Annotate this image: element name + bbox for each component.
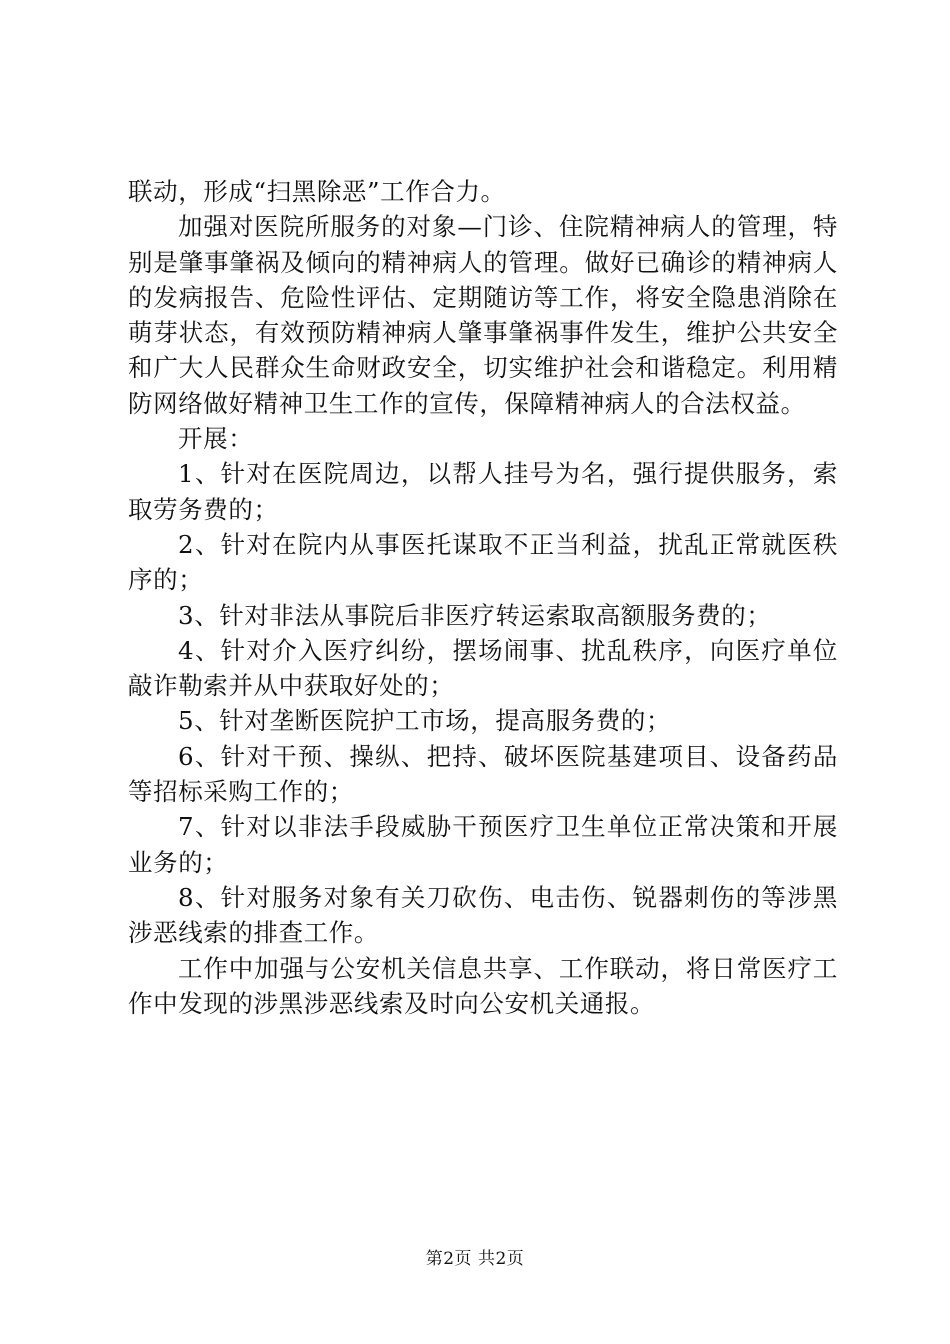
paragraph-closing: 工作中加强与公安机关信息共享、工作联动，将日常医疗工作中发现的涉黑涉恶线索及时向公安机关通报。: [128, 953, 838, 1018]
page-number-footer: 第2页 共2页: [425, 1249, 525, 1269]
list-item-6: 6、针对干预、操纵、把持、破坏医院基建项目、设备药品等招标采购工作的；: [128, 741, 838, 807]
list-item-3: 3、针对非法从事院后非医疗转运索取高额服务费的；: [178, 600, 772, 630]
document-body: [128, 174, 838, 1021]
paragraph-1: 联动，形成“扫黑除恶”工作合力。: [128, 177, 506, 206]
list-item-8: 8、针对服务对象有关刀砍伤、电击伤、锐器刺伤的等涉黑涉恶线索的排查工作。: [128, 882, 838, 948]
paragraph-kaizhan: 开展：: [178, 424, 254, 454]
list-item-4: 4、针对介入医疗纠纷，摆场闹事、扰乱秩序，向医疗单位敲诈勒索并从中获取好处的；: [128, 635, 838, 701]
list-item-5: 5、针对垄断医院护工市场，提高服务费的；: [178, 706, 672, 736]
list-item-1: 1、针对在医院周边，以帮人挂号为名，强行提供服务，索取劳务费的；: [128, 459, 838, 524]
list-item-7: 7、针对以非法手段威胁干预医疗卫生单位正常决策和开展业务的；: [128, 812, 838, 877]
list-item-2: 2、针对在院内从事医托谋取不正当利益，扰乱正常就医秩序的；: [128, 529, 838, 595]
paragraph-2: 加强对医院所服务的对象—门诊、住院精神病人的管理，特别是肇事肇祸及倾向的精神病人的管理。做好已确诊的精神病人的发病报告、危险性评估、定期随访等工作，将安全隐患消除在萌芽状态，有效预防精神病人肇事肇祸事件发生，维护公共安全和广大人民群众生命财政安全，切实维护社会和谐稳定。利用精防网络做好精神卫生工作的宣传，保障精神病人的合法权益。: [128, 212, 838, 418]
